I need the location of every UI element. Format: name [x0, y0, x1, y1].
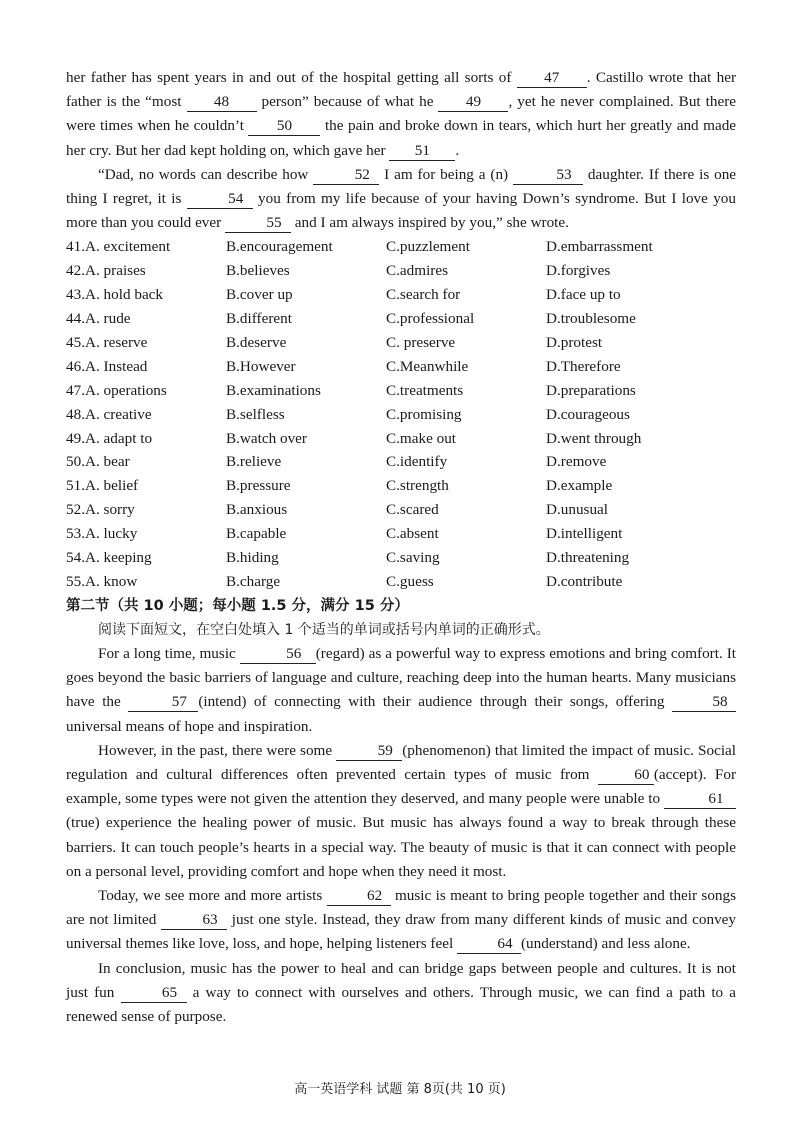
blank-60[interactable]: 60 — [598, 765, 654, 785]
option-row — [66, 307, 736, 331]
option-b[interactable]: B.hiding — [226, 549, 279, 566]
text: (phenomenon) that limited the impact of music. Social regulation and cultural differences often prevented certain types of music from — [66, 741, 736, 783]
page-footer: 高一英语学科 试题 第 8页(共 10 页) — [294, 1082, 506, 1097]
text: a way to connect with ourselves and others. Through music, we can find a path to a renewed sense of purpose. — [66, 983, 737, 1026]
option-d[interactable]: D.remove — [546, 453, 607, 471]
option-d[interactable]: D.face up to — [546, 286, 621, 304]
option-d[interactable]: D.threatening — [546, 549, 630, 566]
option-c[interactable]: C.promising — [386, 405, 462, 423]
option-a[interactable]: 54.A. keeping — [66, 549, 152, 566]
passage-paragraph — [66, 739, 736, 884]
option-d[interactable]: D.example — [546, 477, 613, 495]
exam-page — [66, 66, 736, 1029]
option-a[interactable]: 49.A. adapt to — [66, 429, 153, 447]
option-a[interactable]: 46.A. Instead — [66, 357, 148, 375]
blank-65[interactable]: 65 — [121, 983, 187, 1003]
blank-55[interactable]: 55 — [225, 213, 291, 233]
blank-62[interactable]: 62 — [327, 886, 391, 906]
options-list — [66, 235, 736, 593]
option-c[interactable]: C.saving — [386, 549, 440, 566]
option-d[interactable]: D.troublesome — [546, 310, 636, 328]
option-a[interactable]: 41.A. excitement — [66, 238, 171, 256]
text: (regard) as a powerful way to express emotions and bring comfort. It goes beyond the basic barriers of language and culture, reaching deep into the human hearts. Many musicians have the — [66, 644, 736, 711]
blank-56[interactable]: 56 — [240, 644, 316, 664]
text: you from my life because of your having Down’s syndrome. But I love you more than you could ever — [66, 190, 736, 232]
text: her father has spent years in and out of the hospital getting all sorts of — [66, 69, 512, 86]
option-c[interactable]: C.guess — [386, 572, 434, 590]
option-c[interactable]: C.scared — [386, 501, 439, 519]
option-row — [66, 259, 736, 283]
text: daughter. If there is one thing I regret, it is — [66, 165, 737, 208]
option-d[interactable]: D.preparations — [546, 381, 636, 399]
text: the pain and broke down in tears, which hurt her greatly and made her cry. But her dad kept holding on, which gave her — [66, 117, 737, 159]
option-a[interactable]: 52.A. sorry — [66, 501, 135, 519]
option-b[interactable]: B.However — [226, 357, 296, 375]
option-row — [66, 474, 736, 498]
option-b[interactable]: B.encouragement — [226, 238, 333, 256]
text: In conclusion, music has the power to heal and can bridge gaps between people and cultures. It is not just fun — [66, 959, 736, 1001]
option-b[interactable]: B.deserve — [226, 333, 287, 351]
passage-paragraph — [66, 66, 736, 163]
text: (intend) of connecting with their audience through their songs, offering — [198, 693, 665, 711]
passage-paragraph — [66, 163, 736, 236]
option-b[interactable]: B.examinations — [226, 381, 321, 399]
section-instruction: 阅读下面短文，在空白处填入 1 个适当的单词或括号内单词的正确形式。 — [98, 621, 550, 638]
option-d[interactable]: D.intelligent — [546, 525, 623, 543]
option-row — [66, 283, 736, 307]
text: However, in the past, there were some — [98, 741, 333, 759]
option-a[interactable]: 47.A. operations — [66, 381, 167, 399]
blank-53[interactable]: 53 — [513, 165, 583, 185]
option-c[interactable]: C.make out — [386, 429, 457, 447]
option-a[interactable]: 44.A. rude — [66, 310, 131, 328]
passage-paragraph — [66, 642, 736, 739]
text: “Dad, no words can describe how — [98, 165, 309, 183]
option-b[interactable]: B.different — [226, 310, 292, 328]
option-d[interactable]: D.contribute — [546, 572, 623, 590]
option-d[interactable]: D.Therefore — [546, 357, 621, 375]
text: For a long time, music — [98, 644, 236, 662]
blank-48[interactable]: 48 — [187, 92, 257, 112]
option-c[interactable]: C.search for — [386, 286, 461, 304]
option-a[interactable]: 55.A. know — [66, 572, 138, 590]
passage-paragraph — [66, 884, 736, 957]
blank-63[interactable]: 63 — [161, 910, 227, 930]
option-b[interactable]: B.capable — [226, 525, 287, 543]
blank-49[interactable]: 49 — [438, 92, 508, 112]
option-row — [66, 450, 736, 474]
blank-47[interactable]: 47 — [517, 68, 587, 88]
option-b[interactable]: B.cover up — [226, 286, 293, 304]
text: just one style. Instead, they draw from many different kinds of music and convey universal themes like love, loss, and hope, helping listeners feel — [66, 911, 736, 953]
option-a[interactable]: 45.A. reserve — [66, 333, 148, 351]
option-b[interactable]: B.selfless — [226, 405, 285, 423]
option-row — [66, 522, 736, 546]
option-b[interactable]: B.believes — [226, 262, 290, 280]
text: (true) experience the healing power of music. But music has always found a way to break through these barriers. It can touch people’s hearts in a special way. The beauty of music is that it can connect with people on a personal level, providing comfort and hope when they need it most. — [66, 814, 736, 880]
text: . — [455, 141, 460, 159]
option-a[interactable]: 53.A. lucky — [66, 525, 138, 543]
option-d[interactable]: D.protest — [546, 333, 603, 351]
blank-61[interactable]: 61 — [664, 789, 736, 809]
option-b[interactable]: B.relieve — [226, 453, 282, 471]
text: and I am always inspired by you,” she wrote. — [294, 214, 569, 232]
option-c[interactable]: C.strength — [386, 477, 449, 495]
option-row — [66, 403, 736, 427]
option-row — [66, 331, 736, 355]
text: Today, we see more and more artists — [98, 887, 323, 905]
option-c[interactable]: C.professional — [386, 310, 475, 328]
option-c[interactable]: C.absent — [386, 525, 439, 543]
blank-52[interactable]: 52 — [313, 165, 379, 185]
option-a[interactable]: 42.A. praises — [66, 262, 146, 280]
text: universal means of hope and inspiration. — [66, 717, 313, 735]
option-c[interactable]: C.treatments — [386, 381, 464, 399]
blank-64[interactable]: 64 — [457, 934, 521, 954]
blank-59[interactable]: 59 — [336, 741, 402, 761]
option-d[interactable]: D.embarrassment — [546, 238, 653, 256]
passage-paragraph — [66, 957, 736, 1030]
option-b[interactable]: B.anxious — [226, 501, 288, 519]
option-a[interactable]: 51.A. belief — [66, 477, 139, 495]
text: , yet he never complained. But there were times when he couldn’t — [66, 93, 737, 135]
option-b[interactable]: B.pressure — [226, 477, 291, 495]
option-a[interactable]: 48.A. creative — [66, 405, 152, 423]
option-row — [66, 498, 736, 522]
text: (understand) and less alone. — [520, 935, 691, 953]
option-a[interactable]: 43.A. hold back — [66, 286, 164, 304]
option-d[interactable]: D.forgives — [546, 262, 611, 280]
option-c[interactable]: C. preserve — [386, 333, 456, 351]
blank-51[interactable]: 51 — [389, 141, 455, 161]
blank-50[interactable]: 50 — [248, 116, 320, 136]
option-d[interactable]: D.unusual — [546, 501, 609, 519]
text: I am for being a (n) — [384, 165, 509, 183]
option-c[interactable]: C.puzzlement — [386, 238, 470, 256]
option-a[interactable]: 50.A. bear — [66, 453, 130, 471]
option-row — [66, 355, 736, 379]
text: person” because of what he — [261, 93, 434, 111]
text: (accept). For example, some types were not given the attention they deserved, and many people were unable to — [66, 766, 736, 808]
text: . Castillo wrote that her father is the “most — [66, 69, 737, 111]
text: music is meant to bring people together and their songs are not limited — [66, 887, 737, 929]
option-row — [66, 379, 736, 403]
blank-58[interactable]: 58 — [672, 692, 736, 712]
blank-57[interactable]: 57 — [128, 692, 198, 712]
option-c[interactable]: C.Meanwhile — [386, 357, 469, 375]
option-c[interactable]: C.admires — [386, 262, 449, 280]
option-b[interactable]: B.charge — [226, 572, 281, 590]
option-d[interactable]: D.went through — [546, 429, 642, 447]
option-row — [66, 427, 736, 451]
option-c[interactable]: C.identify — [386, 453, 448, 471]
option-d[interactable]: D.courageous — [546, 405, 630, 423]
section-heading: 第二节（共 10 小题；每小题 1.5 分，满分 15 分） — [66, 597, 409, 614]
blank-54[interactable]: 54 — [187, 189, 253, 209]
option-row — [66, 235, 736, 259]
option-row — [66, 570, 736, 594]
option-row — [66, 546, 736, 570]
option-b[interactable]: B.watch over — [226, 429, 307, 447]
